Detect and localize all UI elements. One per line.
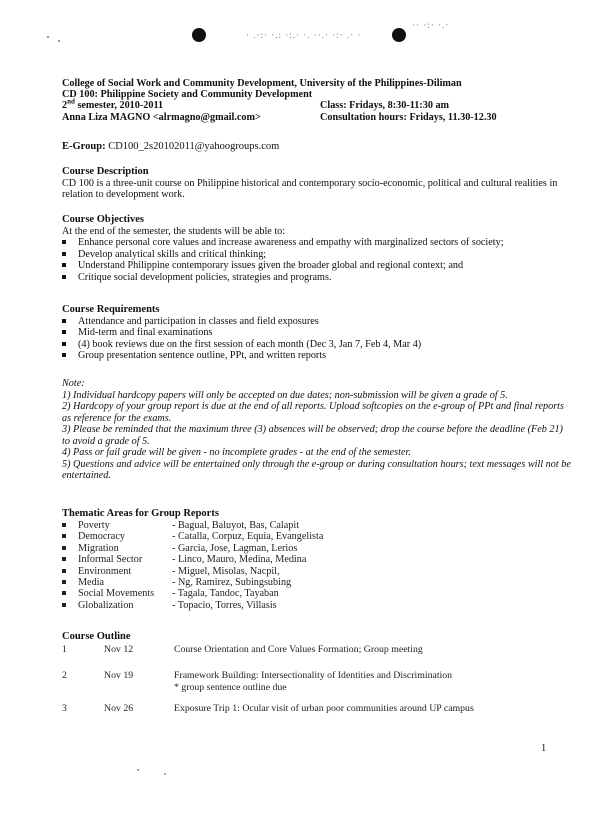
note-item: 2) Hardcopy of your group report is due at the end of all reports. Upload softcopies on the e-group of PPt and final reports as reference for the exams. <box>62 401 564 424</box>
syllabus-header <box>62 78 572 123</box>
note-item: 1) Individual hardcopy papers will only be accepted on due dates; non-submission will be given a grade of 5. <box>62 389 508 401</box>
group-members: - Catalla, Corpuz, Equia, Evangelista <box>172 531 324 543</box>
list-item-text: (4) book reviews due on the first session of each month (Dec 3, Jan 7, Feb 4, Mar 4) <box>78 338 422 350</box>
requirements-list <box>62 316 572 362</box>
square-bullet-icon <box>62 342 66 346</box>
square-bullet-icon <box>62 330 66 334</box>
list-item <box>62 350 572 361</box>
list-item-text: Group presentation sentence outline, PPt, and written reports <box>78 350 327 362</box>
thematic-area: Migration <box>78 542 119 554</box>
session-date: Nov 19 <box>104 670 134 681</box>
thematic-area: Poverty <box>78 520 110 531</box>
section-title: Course Outline <box>62 631 131 642</box>
scan-dot <box>58 40 60 42</box>
list-item <box>62 531 572 542</box>
list-item <box>62 260 572 271</box>
semester-line <box>62 97 572 112</box>
thematic-area: Environment <box>78 565 132 577</box>
square-bullet-icon <box>62 275 66 279</box>
class-schedule: Class: Fridays, 8:30-11:30 am <box>320 100 450 112</box>
objectives-list <box>62 237 572 283</box>
session-topic-block <box>174 670 574 693</box>
consultation-hours: Consultation hours: Fridays, 11.30-12.30 <box>320 111 497 123</box>
session-number: 1 <box>62 644 67 655</box>
thematic-area: Globalization <box>78 599 134 611</box>
list-item <box>62 566 572 577</box>
square-bullet-icon <box>62 569 66 573</box>
egroup-label: E-Group: <box>62 141 106 152</box>
session-number: 2 <box>62 670 67 681</box>
course-objectives <box>62 214 572 283</box>
semester-text: semester, 2010-2011 <box>74 100 164 112</box>
section-title: Course Requirements <box>62 304 160 315</box>
instructor-line <box>62 112 572 123</box>
thematic-area: Informal Sector <box>78 554 143 566</box>
square-bullet-icon <box>62 353 66 357</box>
square-bullet-icon <box>62 557 66 561</box>
scan-noise: ·· ·:· ·.· <box>412 20 450 30</box>
thematic-area: Social Movements <box>78 588 155 600</box>
outline-row <box>62 670 572 703</box>
list-item <box>62 316 572 327</box>
course-title: CD 100: Philippine Society and Community Development <box>62 89 313 101</box>
session-note: * group sentence outline due <box>174 681 287 693</box>
course-description <box>62 166 572 201</box>
list-item-text: Attendance and participation in classes and field exposures <box>78 316 319 327</box>
scan-noise: · .·:· ·.: ·:.· ·. ··.· ·:· .· · <box>246 30 362 40</box>
square-bullet-icon <box>62 591 66 595</box>
session-topic: Exposure Trip 1: Ocular visit of urban poor communities around UP campus <box>174 703 474 714</box>
description-text: CD 100 is a three-unit course on Philippine historical and contemporary socio-economic, political and cultural realities in relation to development work. <box>62 178 558 201</box>
list-item <box>62 327 572 338</box>
list-item <box>62 588 572 599</box>
list-item-text: Understand Philippine contemporary issues given the broader global and regional context; and <box>78 260 464 272</box>
list-item <box>62 554 572 565</box>
group-members: - Miguel, Misolas, Nacpil, <box>172 565 280 577</box>
square-bullet-icon <box>62 603 66 607</box>
section-title: Thematic Areas for Group Reports <box>62 508 219 519</box>
section-title: Course Description <box>62 166 149 177</box>
group-members: - Linco, Mauro, Medina, Medina <box>172 554 307 566</box>
note-item: 4) Pass or fail grade will be given - no incomplete grades - at the end of the semester. <box>62 447 411 458</box>
list-item <box>62 543 572 554</box>
notes-section <box>62 378 572 482</box>
list-item <box>62 272 572 283</box>
punch-hole-right <box>392 28 406 42</box>
list-item <box>62 249 572 260</box>
instructor-name-email: Anna Liza MAGNO <alrmagno@gmail.com> <box>62 111 261 123</box>
list-item-text: Critique social development policies, strategies and programs. <box>78 271 332 283</box>
egroup-line <box>62 141 572 152</box>
notes-title: Note: <box>62 378 85 389</box>
course-requirements <box>62 304 572 362</box>
square-bullet-icon <box>62 546 66 550</box>
thematic-areas <box>62 508 572 611</box>
punch-hole-left <box>192 28 206 42</box>
square-bullet-icon <box>62 263 66 267</box>
scan-dot <box>164 773 166 775</box>
group-members: - Bagual, Baluyot, Bas, Calapit <box>172 520 300 531</box>
group-members: - Tagala, Tandoc, Tayaban <box>172 588 279 600</box>
group-members: - Garcia, Jose, Lagman, Lerios <box>172 542 298 554</box>
thematic-list <box>62 520 572 611</box>
session-date: Nov 12 <box>104 644 134 655</box>
session-topic: Course Orientation and Core Values Formation; Group meeting <box>174 644 423 655</box>
session-topic: Framework Building: Intersectionality of Identities and Discrimination <box>174 670 453 681</box>
note-item: 5) Questions and advice will be entertained only through the e-group or during consultation hours; text messages will not be entertained. <box>62 458 571 481</box>
session-number: 3 <box>62 703 67 714</box>
group-members: - Ng, Ramirez, Subingsubing <box>172 576 292 588</box>
list-item-text: Enhance personal core values and increase awareness and empathy with marginalized sectors of society; <box>78 237 504 249</box>
session-date: Nov 26 <box>104 703 134 714</box>
list-item <box>62 577 572 588</box>
institution-line: College of Social Work and Community Development, University of the Philippines-Diliman <box>62 78 462 89</box>
course-outline <box>62 631 572 717</box>
square-bullet-icon <box>62 534 66 538</box>
semester-number: 2 <box>62 100 68 112</box>
scan-dot <box>137 769 139 771</box>
note-item: 3) Please be reminded that the maximum three (3) absences will be observed; drop the course before the deadline (Feb 21) to avoid a grade of 5. <box>62 424 563 447</box>
scan-dot <box>47 36 49 38</box>
list-item <box>62 237 572 248</box>
thematic-area: Media <box>78 576 105 588</box>
outline-row <box>62 644 572 670</box>
list-item <box>62 600 572 611</box>
objectives-intro: At the end of the semester, the students will be able to: <box>62 226 286 237</box>
list-item <box>62 520 572 531</box>
list-item-text: Mid-term and final examinations <box>78 327 213 339</box>
list-item-text: Develop analytical skills and critical thinking; <box>78 248 267 260</box>
list-item <box>62 339 572 350</box>
page-number: 1 <box>541 743 547 754</box>
square-bullet-icon <box>62 580 66 584</box>
square-bullet-icon <box>62 240 66 244</box>
outline-row <box>62 703 572 717</box>
thematic-area: Democracy <box>78 531 125 543</box>
group-members: - Topacio, Torres, Villasis <box>172 599 277 611</box>
section-title: Course Objectives <box>62 214 144 225</box>
square-bullet-icon <box>62 523 66 527</box>
square-bullet-icon <box>62 319 66 323</box>
square-bullet-icon <box>62 252 66 256</box>
egroup-address: CD100_2s20102011@yahoogroups.com <box>108 141 280 152</box>
semester-suffix: nd <box>67 97 75 106</box>
